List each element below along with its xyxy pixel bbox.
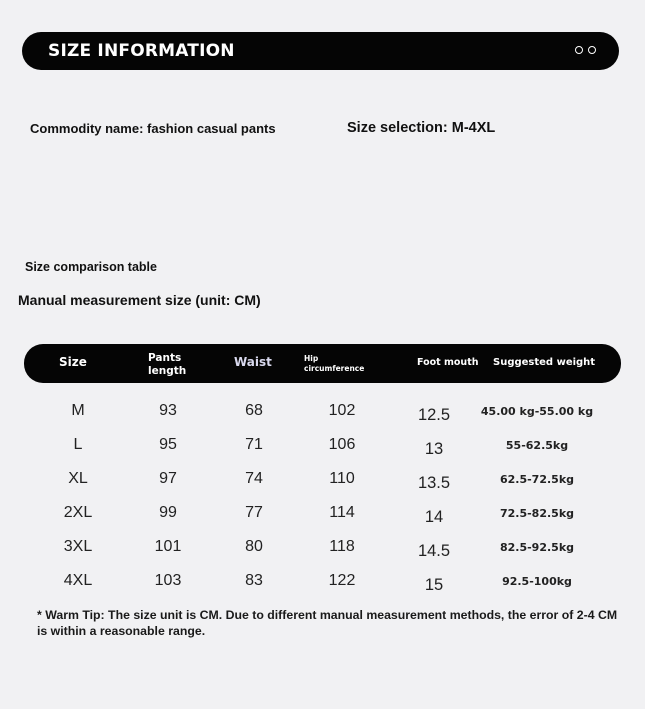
header-suggested-weight: Suggested weight — [493, 357, 596, 368]
header-size: Size — [59, 355, 87, 369]
table-row — [0, 538, 645, 572]
cell-hip: 122 — [328, 572, 356, 589]
cell-size: 2XL — [63, 504, 93, 521]
cell-suggested-weight: 92.5-100kg — [502, 575, 572, 588]
cell-waist: 71 — [245, 436, 263, 453]
cell-foot-mouth: 15 — [424, 576, 444, 594]
table-row — [0, 470, 645, 504]
cell-pants-length: 101 — [154, 538, 182, 555]
header-waist: Waist — [234, 355, 272, 369]
cell-pants-length: 99 — [159, 504, 177, 521]
header-foot-mouth: Foot mouth — [417, 357, 479, 368]
cell-hip: 118 — [329, 538, 355, 555]
cell-hip: 102 — [328, 402, 356, 419]
cell-waist: 83 — [245, 572, 263, 589]
cell-hip: 110 — [329, 470, 355, 487]
cell-suggested-weight: 82.5-92.5kg — [499, 541, 575, 554]
cell-waist: 68 — [245, 402, 263, 419]
commodity-name: Commodity name: fashion casual pants — [30, 121, 276, 136]
header-hip-circumference: Hip circumference — [304, 354, 365, 373]
circle-icon — [575, 46, 583, 54]
size-information-banner — [22, 32, 619, 70]
header-pants-length: Pants length — [148, 352, 187, 377]
cell-pants-length: 95 — [159, 436, 177, 453]
cell-pants-length: 103 — [154, 572, 182, 589]
warm-tip: * Warm Tip: The size unit is CM. Due to different manual measurement methods, the error of 2-4 CM is within a reasonable range. — [37, 608, 618, 638]
cell-waist: 80 — [245, 538, 263, 555]
circle-icon — [588, 46, 596, 54]
cell-suggested-weight: 45.00 kg-55.00 kg — [480, 405, 594, 418]
cell-size: L — [73, 436, 83, 453]
cell-suggested-weight: 62.5-72.5kg — [499, 473, 575, 486]
cell-size: M — [71, 402, 85, 419]
table-row — [0, 504, 645, 538]
cell-waist: 74 — [245, 470, 263, 487]
size-selection: Size selection: M-4XL — [347, 120, 496, 136]
comparison-table-title: Size comparison table — [25, 260, 157, 274]
cell-foot-mouth: 13 — [424, 440, 444, 458]
cell-hip: 106 — [328, 436, 356, 453]
cell-size: 3XL — [63, 538, 93, 555]
cell-pants-length: 93 — [159, 402, 177, 419]
cell-waist: 77 — [245, 504, 263, 521]
table-row — [0, 402, 645, 436]
manual-measurement-title: Manual measurement size (unit: CM) — [18, 292, 261, 308]
cell-suggested-weight: 72.5-82.5kg — [499, 507, 575, 520]
cell-foot-mouth: 12.5 — [417, 406, 451, 424]
cell-size: XL — [68, 470, 88, 487]
cell-pants-length: 97 — [159, 470, 177, 487]
cell-suggested-weight: 55-62.5kg — [505, 439, 569, 452]
cell-hip: 114 — [329, 504, 355, 521]
cell-foot-mouth: 14 — [424, 508, 444, 526]
table-header — [24, 344, 621, 383]
table-row — [0, 436, 645, 470]
cell-size: 4XL — [63, 572, 93, 589]
cell-foot-mouth: 14.5 — [417, 542, 451, 560]
banner-title: SIZE INFORMATION — [48, 41, 235, 61]
cell-foot-mouth: 13.5 — [417, 474, 451, 492]
table-row — [0, 572, 645, 606]
